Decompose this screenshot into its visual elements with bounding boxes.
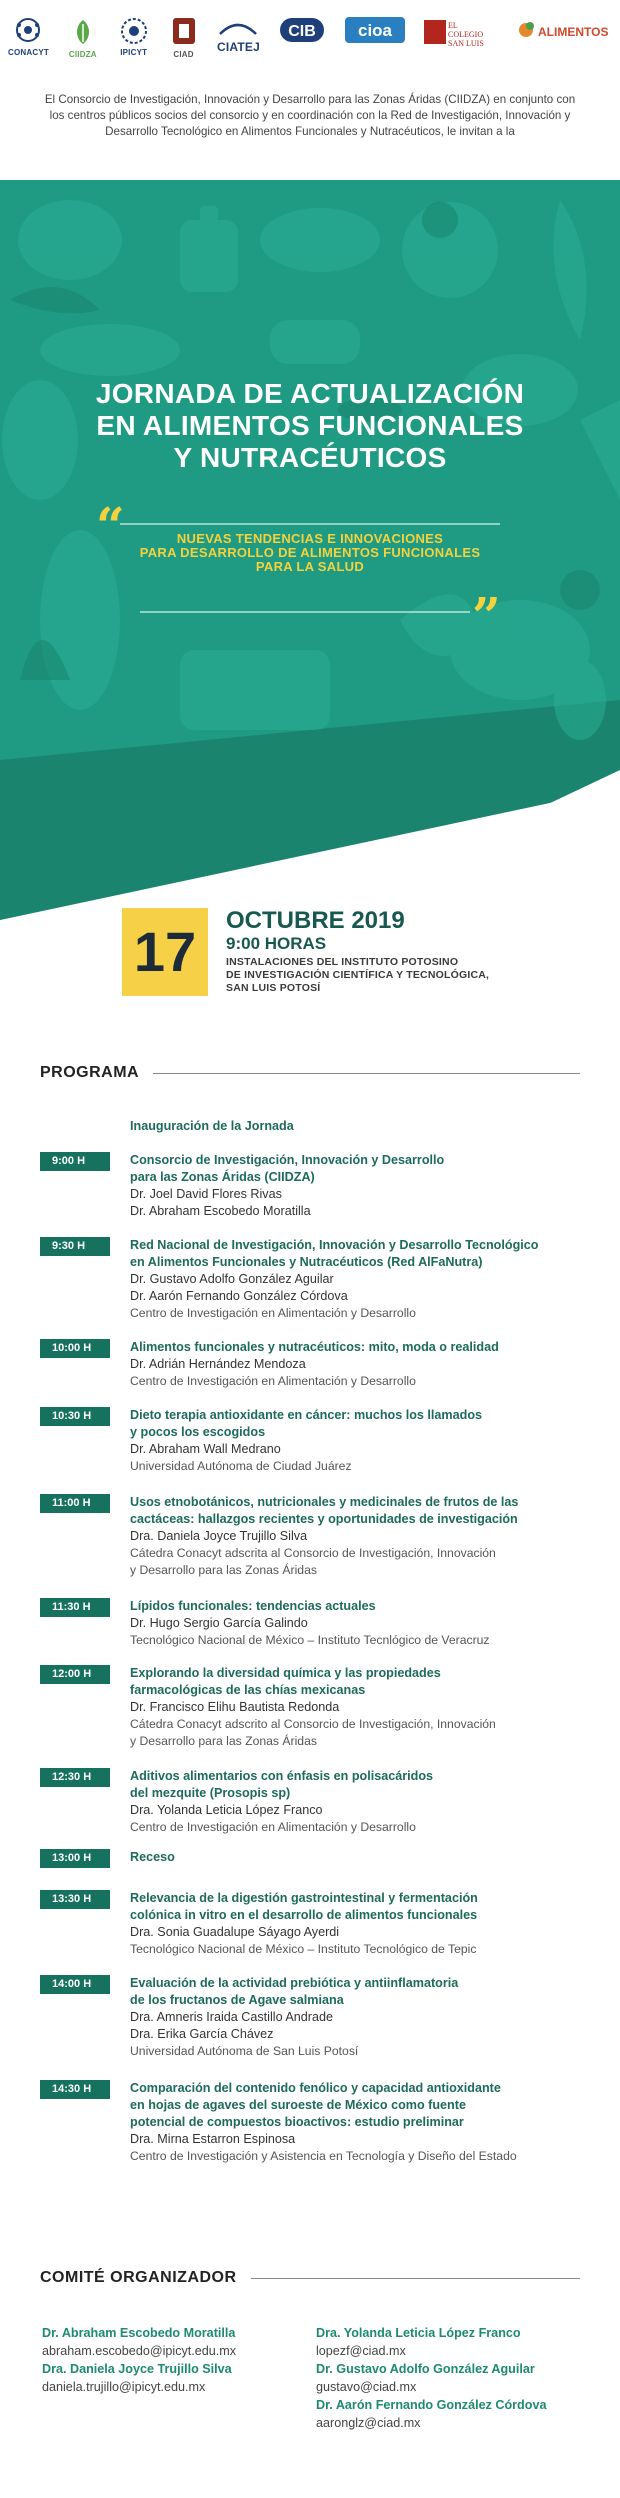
member-email[interactable]: aaronglz@ciad.mx bbox=[316, 2416, 421, 2430]
svg-text:EL: EL bbox=[448, 21, 458, 30]
talk-title: colónica in vitro en el desarrollo de alimentos funcionales bbox=[130, 1908, 478, 1922]
invitation-page: CONACYT CIIDZA IPICYT CIAD CIATEJ CIB cioa EL COLEGIO SAN LUIS ALIMENTOS El Consorcio de Investigación, Innovación y Desarrollo para las Zonas Áridas (CIIDZA) en conjunto con los centros públicos socios del consorcio y en coordinación con la Red de Investigación, Innovación y Desarrollo Tecnológico en Alimentos Funcionales y Nutracéuticos, le invitan a la JORNADA DE ACTUALIZACIÓN EN ALIMENTOS FUNCIONALES Y NUTRACÉUTICOS “ NUEVAS TENDENCIAS E INNOVACIONES PARA DESARROLLO DE ALIMENTOS FUNCIONALES PARA LA SALUD ” 17 OCTUBRE 2019 9:00 HORAS INSTALACIONES DEL INSTITUTO POTOSINO DE INVESTIGACIÓN CIENTÍFICA Y TECNOLÓGICA, SAN LUIS POTOSÍ PROGRAMA Inauguración de la Jornada 9:00 H Consorcio de Investigación, Innovación y Desarrollo para las Zonas Áridas (CIIDZA) Dr. Joel David Flores Rivas Dr. Abraham Escobedo Moratilla 9:30 H Red Nacional de Investigación, Innovación y Desarrollo Tecnológico en Alimentos Funcionales y Nutracéuticos (Red AlFaNutra) Dr. Gustavo Adolfo González Aguilar Dr. Aarón Fernando González Córdova Centro de Investigación en Alimentación y Desarrollo 10:00 H Alimentos funcionales y nutracéuticos: mito, moda o realidad Dr. Adrián Hernández Mendoza Centro de Investigación en Alimentación y Desarrollo 10:30 H Dieto terapia antioxidante en cáncer: muchos los llamados y pocos los escogidos Dr. Abraham Wall Medrano Universidad Autónoma de Ciudad Juárez 11:00 H Usos etnobotánicos, nutricionales y medicinales de frutos de las cactáceas: hallazgos recientes y oportunidades de investigación Dra. Daniela Joyce Trujillo Silva Cátedra Conacyt adscrita al Consorcio de Investigación, Innovación y Desarrollo para las Zonas Áridas 11:30 H Lípidos funcionales: tendencias actuales Dr. Hugo Sergio García Galindo Tecnológico Nacional de México – Instituto Tecnlógico de Veracruz 12:00 H Explorando la diversidad química y las propiedades farmacológicas de las chías mexicanas Dr. Francisco Elihu Bautista Redonda Cátedra Conacyt adscrito al Consorcio de Investigación, Innovación y Desarrollo para las Zonas Áridas 12:30 H Aditivos alimentarios con énfasis en polisacáridos del mezquite (Prosopis sp) Dra. Yolanda Leticia López Franco Centro de Investigación en Alimentación y Desarrollo 13:00 H Receso 13:30 H Relevancia de la digestión gastrointestinal y fermentación colónica in vitro en el desarrollo de alimentos funcionales Dra. Sonia Guadalupe Sáyago Ayerdi Tecnológico Nacional de México – Instituto Tecnológico de Tepic 14:00 H Evaluación de la actividad prebiótica y antiinflamatoria de los fructanos de Agave salmiana Dra. Amneris Iraida Castillo Andrade Dra. Erika García Chávez Universidad Autónoma de San Luis Potosí 14:30 H Comparación del contenido fenólico y capacidad antioxidante en hojas de agaves del suroeste de México como fuente potencial de compuestos bioactivos: estudio preliminar Dra. Mirna Estarron Espinosa Centro de Investigación y Asistencia en Tecnología y Diseño del Estado COMITÉ ORGANIZADOR Dr. Abraham Escobedo Moratilla abraham.escobedo@ipicyt.edu.mx Dra. Daniela Joyce Trujillo Silva daniela.trujillo@ipicyt.edu.mx Dra. Yolanda Leticia López Franco lopezf@ciad.mx Dr. Gustavo Adolfo González Aguilar gustavo@ciad.mx Dr. Aarón Fernando González Córdova aaronglz@ciad.mx bbox=[0, 0, 620, 2498]
ciatej-logo: CIATEJ bbox=[216, 16, 260, 54]
program-item-body bbox=[130, 1665, 620, 1750]
close-quote-icon: ” bbox=[472, 586, 501, 645]
svg-text:cioa: cioa bbox=[358, 21, 393, 40]
committee-left bbox=[42, 2324, 312, 2396]
event-month: OCTUBRE 2019 bbox=[226, 907, 405, 934]
time-badge: 12:30 H bbox=[40, 1768, 110, 1787]
event-details bbox=[226, 908, 526, 995]
talk-title: del mezquite (Prosopis sp) bbox=[130, 1786, 291, 1800]
speaker-name: Dr. Hugo Sergio García Galindo bbox=[130, 1616, 308, 1630]
speaker-name: Dra. Amneris Iraida Castillo Andrade bbox=[130, 2010, 333, 2024]
time-badge: 10:00 H bbox=[40, 1339, 110, 1358]
speaker-name: Dra. Erika García Chávez bbox=[130, 2027, 274, 2041]
speaker-affiliation: y Desarrollo para las Zonas Áridas bbox=[130, 1563, 317, 1577]
talk-title: de los fructanos de Agave salmiana bbox=[130, 1993, 344, 2007]
program-item-body bbox=[130, 1768, 620, 1836]
svg-text:SAN LUIS: SAN LUIS bbox=[448, 39, 484, 48]
event-title: JORNADA DE ACTUALIZACIÓN EN ALIMENTOS FUNCIONALES Y NUTRACÉUTICOS bbox=[95, 378, 525, 473]
speaker-affiliation: Universidad Autónoma de Ciudad Juárez bbox=[130, 1459, 352, 1473]
program-item-body bbox=[130, 1339, 620, 1390]
cioa-logo bbox=[344, 16, 406, 44]
talk-title: farmacológicas de las chías mexicanas bbox=[130, 1683, 366, 1697]
talk-title: Comparación del contenido fenólico y capacidad antioxidante bbox=[130, 2081, 501, 2095]
talk-title: Usos etnobotánicos, nutricionales y medicinales de frutos de las bbox=[130, 1495, 519, 1509]
program-item-body bbox=[130, 1890, 620, 1958]
committee-heading: COMITÉ ORGANIZADOR bbox=[40, 2268, 580, 2288]
talk-title: Lípidos funcionales: tendencias actuales bbox=[130, 1599, 376, 1613]
speaker-affiliation: Tecnológico Nacional de México – Instituto Tecnlógico de Veracruz bbox=[130, 1633, 490, 1647]
event-place: INSTALACIONES DEL INSTITUTO POTOSINO DE INVESTIGACIÓN CIENTÍFICA Y TECNOLÓGICA, SAN LUIS POTOSÍ bbox=[226, 956, 490, 994]
member-email[interactable]: daniela.trujillo@ipicyt.edu.mx bbox=[42, 2380, 206, 2394]
speaker-name: Dr. Aarón Fernando González Córdova bbox=[130, 1289, 348, 1303]
open-quote-icon: “ bbox=[96, 496, 125, 555]
speaker-name: Dr. Abraham Wall Medrano bbox=[130, 1442, 281, 1456]
program-item-body bbox=[130, 1849, 620, 1866]
talk-title: para las Zonas Áridas (CIIDZA) bbox=[130, 1170, 315, 1184]
speaker-name: Dr. Francisco Elihu Bautista Redonda bbox=[130, 1700, 340, 1714]
talk-title: Red Nacional de Investigación, Innovación y Desarrollo Tecnológico bbox=[130, 1238, 539, 1252]
speaker-affiliation: Centro de Investigación en Alimentación y Desarrollo bbox=[130, 1374, 416, 1388]
time-badge: 10:30 H bbox=[40, 1407, 110, 1426]
talk-title: Explorando la diversidad química y las propiedades bbox=[130, 1666, 441, 1680]
svg-text:COLEGIO: COLEGIO bbox=[448, 30, 484, 39]
speaker-affiliation: Cátedra Conacyt adscrita al Consorcio de Investigación, Innovación bbox=[130, 1546, 496, 1560]
speaker-affiliation: Centro de Investigación en Alimentación y Desarrollo bbox=[130, 1306, 416, 1320]
ipicyt-logo: IPICYT bbox=[117, 16, 151, 57]
program-item-body bbox=[130, 2080, 620, 2165]
speaker-name: Dr. Adrián Hernández Mendoza bbox=[130, 1357, 306, 1371]
program-item-body bbox=[130, 1598, 620, 1649]
member-name: Dra. Yolanda Leticia López Franco bbox=[316, 2326, 521, 2340]
speaker-name: Dr. Gustavo Adolfo González Aguilar bbox=[130, 1272, 334, 1286]
talk-title: Aditivos alimentarios con énfasis en polisacáridos bbox=[130, 1769, 434, 1783]
talk-title: Relevancia de la digestión gastrointestinal y fermentación bbox=[130, 1891, 478, 1905]
time-badge: 14:30 H bbox=[40, 2080, 110, 2099]
talk-title: Evaluación de la actividad prebiótica y antiinflamatoria bbox=[130, 1976, 459, 1990]
speaker-affiliation: Tecnológico Nacional de México – Instituto Tecnológico de Tepic bbox=[130, 1942, 477, 1956]
time-badge: 9:00 H bbox=[40, 1152, 110, 1171]
time-badge: 12:00 H bbox=[40, 1665, 110, 1684]
program-item-body bbox=[130, 1975, 620, 2060]
program-item-body bbox=[130, 1152, 620, 1220]
talk-title: cactáceas: hallazgos recientes y oportunidades de investigación bbox=[130, 1512, 518, 1526]
time-badge: 11:30 H bbox=[40, 1598, 110, 1617]
member-email[interactable]: abraham.escobedo@ipicyt.edu.mx bbox=[42, 2344, 237, 2358]
talk-title: y pocos los escogidos bbox=[130, 1425, 266, 1439]
member-name: Dr. Abraham Escobedo Moratilla bbox=[42, 2326, 236, 2340]
conacyt-logo: CONACYT bbox=[8, 16, 49, 57]
talk-title: en hojas de agaves del suroeste de México como fuente bbox=[130, 2098, 466, 2112]
speaker-name: Dra. Daniela Joyce Trujillo Silva bbox=[130, 1529, 308, 1543]
speaker-name: Dra. Sonia Guadalupe Sáyago Ayerdi bbox=[130, 1925, 340, 1939]
ciad-logo: CIAD bbox=[169, 16, 199, 59]
heading-rule bbox=[153, 1073, 580, 1074]
talk-title: Receso bbox=[130, 1850, 175, 1864]
talk-title: Dieto terapia antioxidante en cáncer: muchos los llamados bbox=[130, 1408, 483, 1422]
member-name: Dr. Aarón Fernando González Córdova bbox=[316, 2398, 547, 2412]
program-item-body bbox=[130, 1237, 620, 1322]
time-badge: 13:30 H bbox=[40, 1890, 110, 1909]
sponsor-logos bbox=[0, 16, 620, 74]
speaker-affiliation: Centro de Investigación en Alimentación y Desarrollo bbox=[130, 1820, 416, 1834]
svg-text:ALIMENTOS: ALIMENTOS bbox=[537, 25, 609, 39]
heading-rule bbox=[251, 2278, 580, 2279]
member-email[interactable]: gustavo@ciad.mx bbox=[316, 2380, 417, 2394]
time-badge: 14:00 H bbox=[40, 1975, 110, 1994]
member-email[interactable]: lopezf@ciad.mx bbox=[316, 2344, 406, 2358]
program-heading: PROGRAMA bbox=[40, 1063, 580, 1083]
committee-right bbox=[316, 2324, 606, 2432]
program-item-body bbox=[130, 1494, 620, 1579]
svg-text:CIB: CIB bbox=[288, 23, 317, 40]
speaker-affiliation: Centro de Investigación y Asistencia en Tecnología y Diseño del Estado bbox=[130, 2149, 517, 2163]
program-item-body bbox=[130, 1407, 620, 1475]
talk-title: Consorcio de Investigación, Innovación y Desarrollo bbox=[130, 1153, 445, 1167]
event-day: 17 bbox=[122, 908, 208, 996]
ciidza-logo: CIIDZA bbox=[67, 16, 99, 59]
speaker-name: Dr. Abraham Escobedo Moratilla bbox=[130, 1204, 311, 1218]
event-tagline: NUEVAS TENDENCIAS E INNOVACIONES PARA DESARROLLO DE ALIMENTOS FUNCIONALES PARA LA SALUD bbox=[139, 531, 481, 574]
time-badge: 9:30 H bbox=[40, 1237, 110, 1256]
intro-paragraph: El Consorcio de Investigación, Innovación y Desarrollo para las Zonas Áridas (CIIDZA) en conjunto con los centros públicos socios del consorcio y en coordinación con la Red de Investigación, Innovación y Desarrollo Tecnológico en Alimentos Funcionales y Nutracéuticos, le invitan a la bbox=[44, 93, 576, 139]
member-name: Dr. Gustavo Adolfo González Aguilar bbox=[316, 2362, 535, 2376]
cib-logo bbox=[278, 16, 326, 44]
speaker-affiliation: Universidad Autónoma de San Luis Potosí bbox=[130, 2044, 359, 2058]
time-badge: 11:00 H bbox=[40, 1494, 110, 1513]
talk-title: potencial de compuestos bioactivos: estudio preliminar bbox=[130, 2115, 464, 2129]
speaker-name: Dra. Mirna Estarron Espinosa bbox=[130, 2132, 296, 2146]
time-badge: 13:00 H bbox=[40, 1849, 110, 1868]
speaker-affiliation: Cátedra Conacyt adscrito al Consorcio de Investigación, Innovación bbox=[130, 1717, 496, 1731]
alimentos-logo bbox=[516, 16, 612, 48]
speaker-name: Dra. Yolanda Leticia López Franco bbox=[130, 1803, 323, 1817]
talk-title: en Alimentos Funcionales y Nutracéuticos (Red AlFaNutra) bbox=[130, 1255, 483, 1269]
event-hour: 9:00 HORAS bbox=[226, 934, 327, 953]
member-name: Dra. Daniela Joyce Trujillo Silva bbox=[42, 2362, 232, 2376]
talk-title: Alimentos funcionales y nutracéuticos: mito, moda o realidad bbox=[130, 1340, 499, 1354]
speaker-name: Dr. Joel David Flores Rivas bbox=[130, 1187, 282, 1201]
speaker-affiliation: y Desarrollo para las Zonas Áridas bbox=[130, 1734, 317, 1748]
colsan-logo bbox=[424, 16, 498, 48]
